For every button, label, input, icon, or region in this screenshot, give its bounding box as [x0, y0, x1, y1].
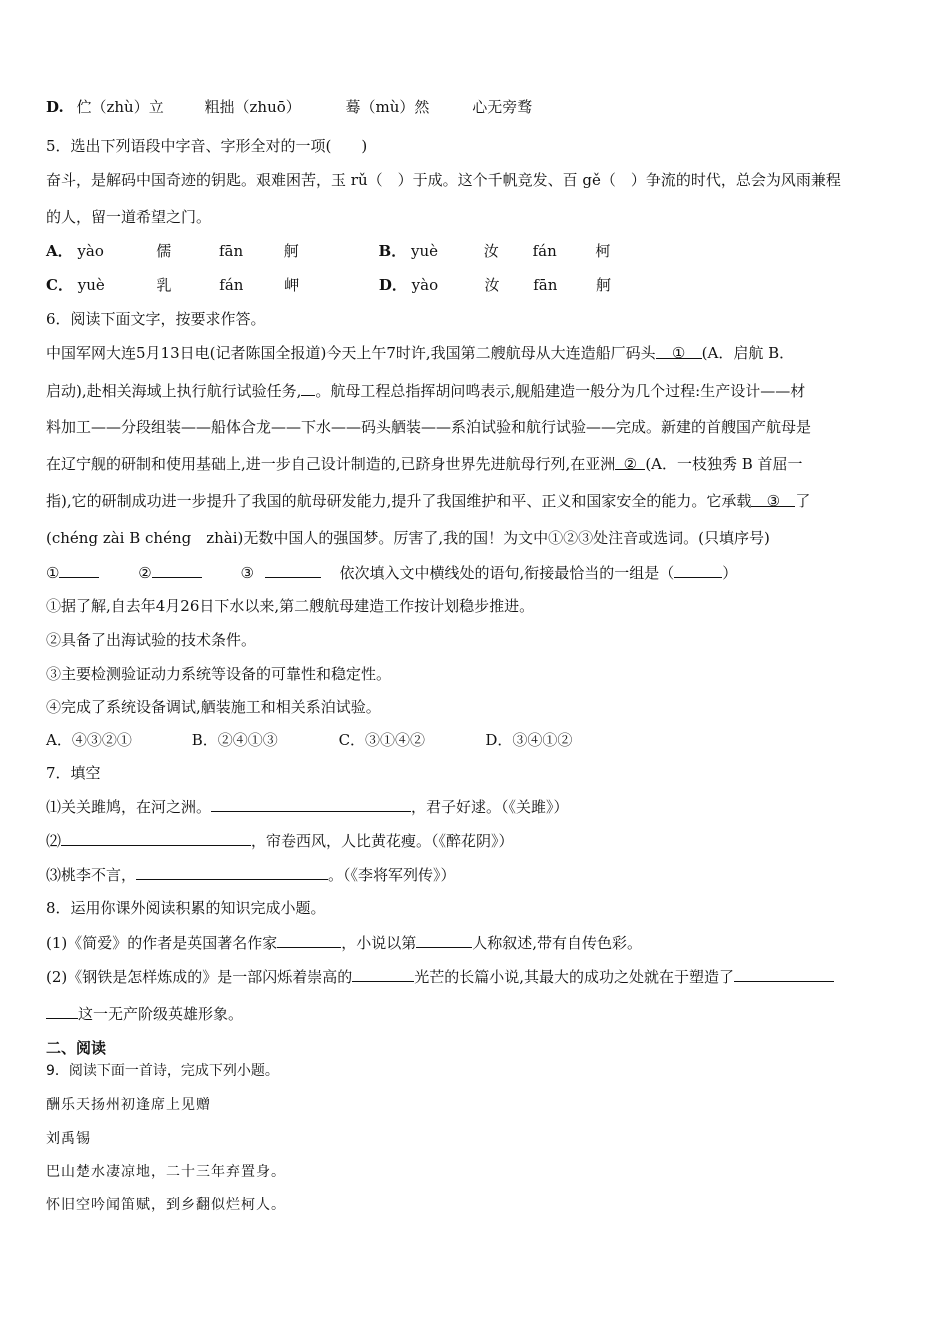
passage-text: 在辽宁舰的研制和使用基础上,进一步自己设计制造的,已跻身世界先进航母行列,在亚洲 — [46, 455, 616, 473]
option-item: 柯 — [595, 242, 611, 260]
q5-stem: 5．选出下列语段中字音、字形全对的一项( ) — [46, 137, 368, 155]
q6-passage-line: (chéng zài B chéng zhài)无数中国人的强国梦。厉害了,我的国！为文中①②③处注音或选词。(只填序号) — [46, 529, 770, 547]
q7-stem: 7．填空 — [46, 764, 101, 782]
blank-3: ③ — [751, 490, 795, 507]
q6-passage-line — [46, 342, 794, 364]
q7-item-1 — [46, 795, 569, 818]
option-item: 舸 — [283, 242, 299, 260]
fill-text: 。（《李将军列传》） — [328, 866, 456, 884]
poem-title: 酬乐天扬州初逢席上见赠 — [46, 1097, 211, 1113]
q9-stem: 9．阅读下面一首诗，完成下列小题。 — [46, 1063, 279, 1079]
q6-sentence: ①据了解,自去年4月26日下水以来,第二艘航母建造工作按计划稳步推进。 — [46, 597, 535, 615]
fill-text: 人称叙述,带有自传色彩。 — [472, 934, 643, 952]
q6-passage-line — [46, 379, 805, 402]
answer-blank[interactable] — [734, 965, 834, 982]
option: B．②④①③ — [191, 731, 278, 749]
answer-blank[interactable] — [46, 1002, 78, 1019]
fill-text: ⑴关关雎鸠，在河之洲。 — [46, 798, 212, 816]
blank-instruction: ） — [722, 564, 738, 582]
poem-line: 怀旧空吟闻笛赋，到乡翻似烂柯人。 — [46, 1197, 286, 1213]
q5-option-c — [46, 274, 611, 296]
fill-text: ⑶桃李不言， — [46, 866, 137, 884]
fill-text: ，帘卷西风，人比黄花瘦。（《醉花阴》） — [251, 832, 514, 850]
answer-blank[interactable] — [136, 863, 328, 880]
option-item: fān — [533, 276, 558, 294]
passage-text: 指),它的研制成功进一步提升了我国的航母研发能力,提升了我国维护和平、正义和国家安全的能力。它承载 — [46, 492, 752, 510]
option-word: 心无旁骛 — [472, 98, 533, 116]
option-word: 粗拙（zhuō） — [204, 98, 301, 116]
answer-blank[interactable] — [277, 931, 341, 948]
option-item: fān — [218, 242, 244, 260]
option-item: fán — [219, 276, 244, 294]
option-item: 汝 — [484, 276, 500, 294]
q6-sentence: ②具备了出海试验的技术条件。 — [46, 631, 257, 649]
q5-passage-line: 奋斗，是解码中国奇迹的钥匙。艰难困苦，玉 rǔ（ ）于成。这个千帆竞发、百 gě（ ）争流的时代，总会为风雨兼程 — [46, 171, 841, 189]
passage-text: 启动),赴相关海域上执行航行试验任务, — [46, 382, 302, 400]
q8-stem: 8．运用你课外阅读积累的知识完成小题。 — [46, 899, 326, 917]
answer-blank[interactable] — [152, 561, 202, 578]
option-label: B． — [378, 242, 407, 260]
option-item: 乳 — [156, 276, 172, 294]
fill-text: ⑵ — [46, 832, 62, 850]
q6-options — [46, 729, 572, 751]
q6-sentence: ③主要检测验证动力系统等设备的可靠性和稳定性。 — [46, 665, 392, 683]
fill-text: (1)《简爱》的作者是英国著名作家 — [46, 934, 278, 952]
q8-item-2-cont — [46, 1002, 243, 1025]
blank-line — [301, 379, 315, 396]
q8-item-2 — [46, 965, 834, 988]
poem-line: 巴山楚水凄凉地，二十三年弃置身。 — [46, 1164, 286, 1180]
option: D．③④①② — [485, 731, 573, 749]
option-item: 舸 — [596, 276, 612, 294]
blank-instruction: 依次填入文中横线处的语句,衔接最恰当的一组是（ — [339, 564, 675, 582]
q7-item-2 — [46, 829, 514, 852]
option-item: yuè — [411, 242, 439, 260]
q5-option-a — [46, 240, 610, 262]
option-item: yào — [77, 242, 104, 260]
option-label: D． — [378, 276, 407, 294]
q8-item-1 — [46, 931, 642, 954]
fill-text: 光芒的长篇小说,其最大的成功之处就在于塑造了 — [414, 968, 735, 986]
blank-label: ① — [46, 564, 60, 582]
fill-text: 这一无产阶级英雄形象。 — [78, 1005, 244, 1023]
answer-blank[interactable] — [416, 931, 472, 948]
blank-label: ③ — [240, 564, 254, 582]
option-item: 汝 — [483, 242, 499, 260]
option-item: yuè — [77, 276, 105, 294]
fill-text: ，小说以第 — [341, 934, 417, 952]
fill-text: ，君子好逑。（《关雎》） — [411, 798, 569, 816]
q6-stem: 6．阅读下面文字，按要求作答。 — [46, 310, 266, 328]
passage-text: 中国军网大连5月13日电(记者陈国全报道)今天上午7时许,我国第二艘航母从大连造船厂码头 — [46, 344, 656, 362]
blank-1: ① — [656, 342, 702, 359]
answer-blank[interactable] — [59, 561, 99, 578]
passage-text: 了 — [795, 492, 811, 510]
answer-blank[interactable] — [352, 965, 414, 982]
q5-passage-line: 的人，留一道希望之门。 — [46, 208, 212, 226]
q6-passage-line: 料加工——分段组装——船体合龙——下水——码头舾装——系泊试验和航行试验——完成。新建的首艘国产航母是 — [46, 418, 812, 436]
option-item: 儒 — [156, 242, 172, 260]
answer-blank[interactable] — [61, 829, 251, 846]
answer-blank[interactable] — [265, 561, 321, 578]
option: A．④③②① — [46, 731, 132, 749]
option-item: fán — [532, 242, 557, 260]
q6-passage-line — [46, 453, 803, 475]
option-word: 伫（zhù）立 — [76, 98, 164, 116]
passage-text: 。航母工程总指挥胡问鸣表示,舰船建造一般分为几个过程:生产设计——材 — [315, 382, 806, 400]
option: C．③①④② — [338, 731, 426, 749]
blank-2: ② — [615, 453, 645, 470]
answer-blank[interactable] — [211, 795, 411, 812]
option-label: D. — [46, 98, 64, 116]
option-label: C． — [46, 276, 73, 294]
option-word: 蓦（mù）然 — [345, 98, 430, 116]
option-item: yào — [411, 276, 439, 294]
option-item: 岬 — [284, 276, 300, 294]
passage-text: (A．一枝独秀 B 首屈一 — [645, 455, 803, 473]
option-label: A． — [46, 242, 73, 260]
poem-author: 刘禹锡 — [46, 1131, 91, 1147]
q6-passage-line — [46, 490, 810, 512]
answer-blank[interactable] — [674, 561, 722, 578]
q6-answer-blanks — [46, 561, 737, 584]
blank-label: ② — [138, 564, 152, 582]
q7-item-3 — [46, 863, 456, 886]
passage-text: (A．启航 B． — [701, 344, 795, 362]
section-title: 二、阅读 — [46, 1039, 107, 1057]
q6-sentence: ④完成了系统设备调试,舾装施工和相关系泊试验。 — [46, 698, 381, 716]
q4-option-d — [46, 96, 532, 118]
fill-text: (2)《钢铁是怎样炼成的》是一部闪烁着崇高的 — [46, 968, 353, 986]
